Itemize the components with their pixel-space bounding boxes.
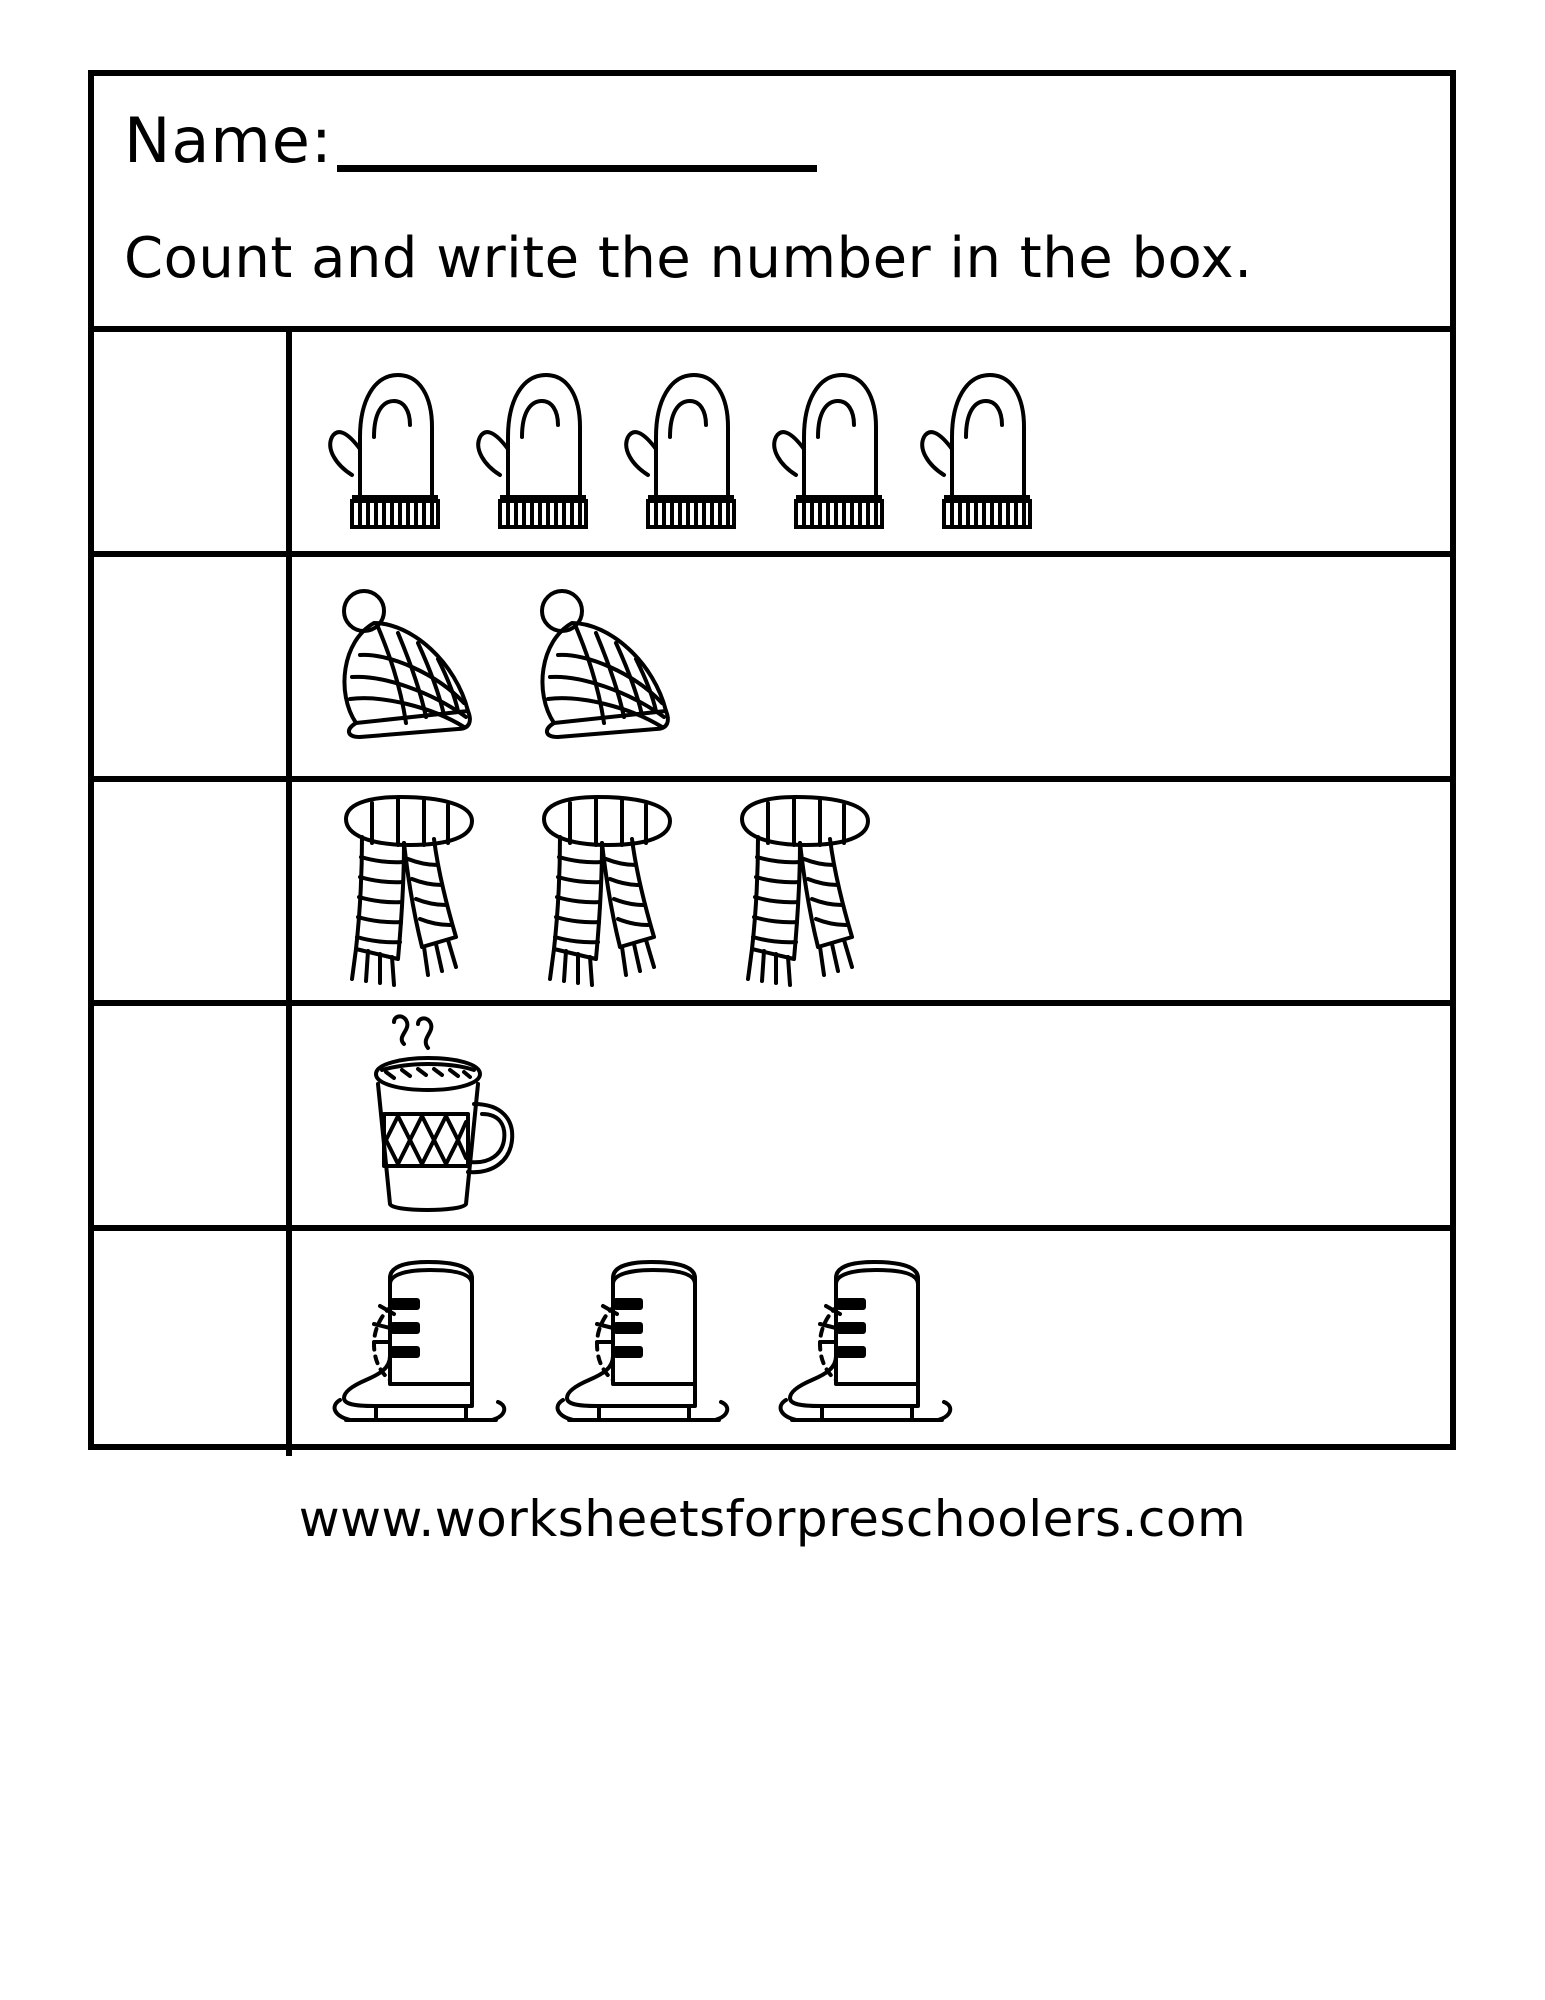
ice-skate-icon [539, 1244, 754, 1444]
mitten-icon [316, 341, 456, 541]
worksheet-frame [88, 70, 1456, 1450]
worksheet-header [94, 76, 1450, 332]
worksheet-rows [94, 332, 1450, 1444]
items-cell-row-3 [292, 782, 1450, 1001]
answer-box-row-3[interactable] [94, 782, 292, 1001]
scarf-icon [712, 783, 902, 998]
answer-box-row-5[interactable] [94, 1231, 292, 1456]
ice-skate-icon [316, 1244, 531, 1444]
table-row [94, 1231, 1450, 1456]
mitten-icon [464, 341, 604, 541]
ice-skate-icon [762, 1244, 977, 1444]
items-cell-row-5 [292, 1231, 1450, 1456]
winter-hat-icon [514, 571, 704, 761]
items-cell-row-2 [292, 557, 1450, 776]
table-row [94, 332, 1450, 557]
winter-hat-icon [316, 571, 506, 761]
mitten-icon [612, 341, 752, 541]
items-cell-row-4 [292, 1006, 1450, 1225]
name-label: Name: [124, 104, 333, 177]
answer-box-row-2[interactable] [94, 557, 292, 776]
answer-box-row-1[interactable] [94, 332, 292, 551]
scarf-icon [316, 783, 506, 998]
table-row [94, 557, 1450, 782]
mitten-icon [760, 341, 900, 541]
table-row [94, 782, 1450, 1007]
items-cell-row-1 [292, 332, 1450, 551]
name-line [124, 104, 817, 177]
footer-url: www.worksheetsforpreschoolers.com [298, 1490, 1247, 1548]
instruction-text: Count and write the number in the box. [124, 226, 1253, 291]
mitten-icon [908, 341, 1048, 541]
name-input-blank[interactable] [337, 119, 817, 172]
answer-box-row-4[interactable] [94, 1006, 292, 1225]
hot-cocoa-mug-icon [316, 1008, 536, 1223]
table-row [94, 1006, 1450, 1231]
scarf-icon [514, 783, 704, 998]
